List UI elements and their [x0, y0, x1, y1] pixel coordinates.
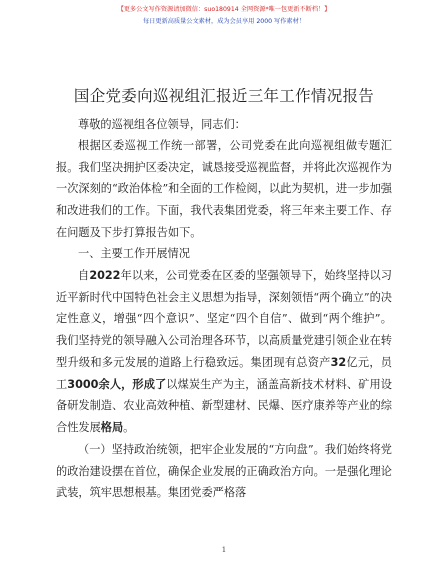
section-heading: 一、主要工作开展情况	[78, 247, 190, 260]
subsection-paragraph: （一）坚持政治统领，把牢企业发展的“方向盘”。我们始终将党的政治建设摆在首位，确保企业发展的正确政治方向。一是强化理论武装，筑牢思想根基。集团党委严格落	[56, 443, 392, 500]
text-run: 年以来，公司党委在区委的坚强领导下，始终坚持以习近平新时代中国特色社会主义思想为指导，深刻领悟“两个确立”的决定性意义，增强“四个意识”、坚定“四个自信”、做到“两个维护”。我们坚持党的领导融入公司治理各环节，以高质量党建引领企业在转型升级和多元发展的道路上行稳致远。集团现有总资产	[56, 269, 392, 369]
asset-value: 32	[330, 355, 347, 369]
banner-line-2: 每日更新高质量公文素材，成为会员享用 2000 写作素材！	[143, 18, 305, 25]
text-run: 以煤炭生产为主，涵盖高新技术材料、矿用设备研发制造、农业高效种植、新型建材、民爆、医疗康养等产业的综合性发展	[56, 377, 392, 434]
text-run: 余人，	[98, 377, 133, 391]
text-run: 自	[78, 269, 90, 282]
text-run: 。	[123, 420, 135, 434]
staff-value: 3000	[67, 377, 99, 391]
text-run: 亿元，员工	[56, 355, 392, 391]
greeting: 尊敬的巡视组各位领导，同志们：	[78, 118, 246, 131]
banner-line-1: 【更多公文写作资源请加微信：suo180914 全网资源*唯一包更新不断档！】	[117, 6, 331, 13]
page-number: 1	[221, 546, 227, 554]
header-banner	[0, 4, 448, 28]
body-paragraph	[56, 265, 392, 439]
emphasis-text: 形成了	[132, 377, 167, 391]
emphasis-text: 格局	[100, 420, 124, 434]
year-value: 2022	[89, 269, 121, 282]
document-title: 国企党委向巡视组汇报近三年工作情况报告	[73, 87, 375, 105]
intro-paragraph: 根据区委巡视工作统一部署，公司党委在此向巡视组做专题汇报。我们坚决拥护区委决定，诚恳接受巡视监督，并将此次巡视作为一次深刻的“政治体检”和全面的工作检阅，以此为契机，进一步加强和改进我们的工作。下面，我代表集团党委，将三年来主要工作、存在问题及下步打算报告如下。	[56, 139, 392, 239]
